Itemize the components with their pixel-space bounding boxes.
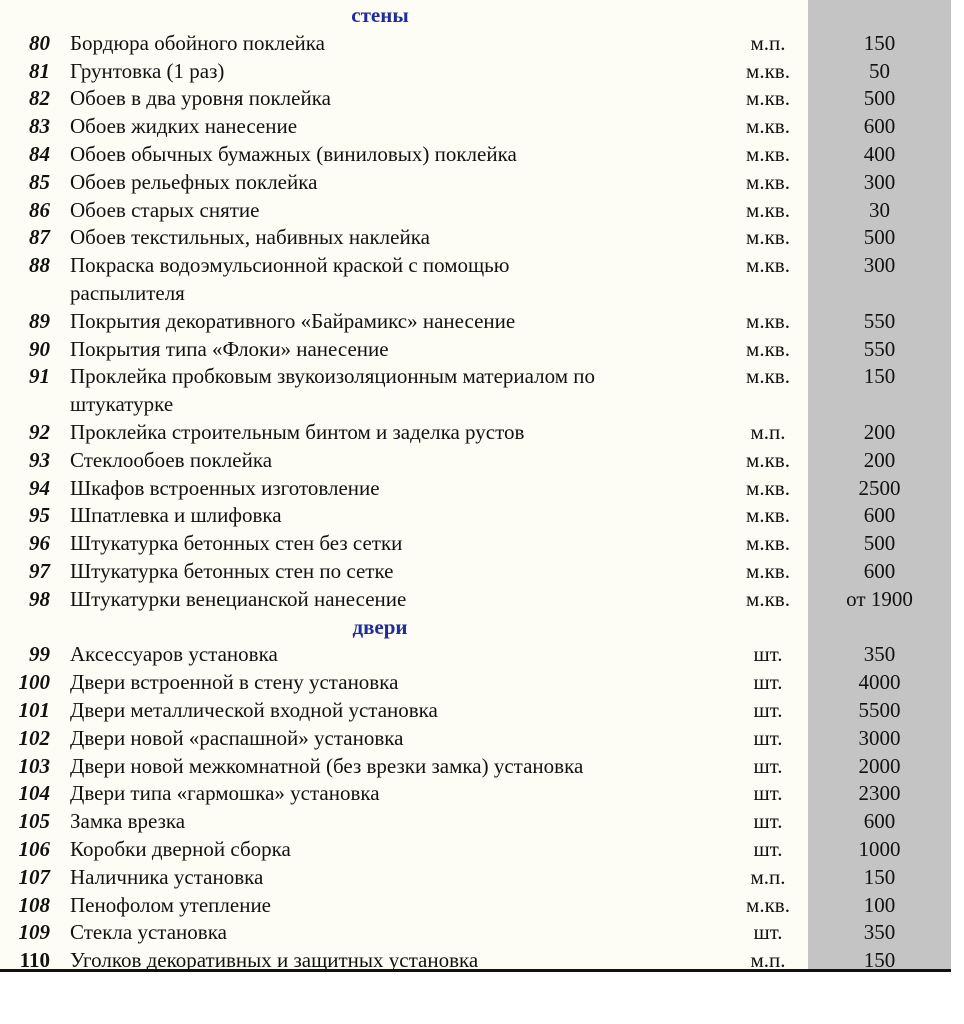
row-price: 4000: [858, 670, 901, 695]
table-row: [0, 419, 951, 447]
table-row: [0, 169, 951, 197]
row-name: Бордюра обойного поклейка: [70, 30, 325, 55]
row-name: Коробки дверной сборка: [70, 837, 291, 861]
table-row: [0, 558, 951, 586]
row-unit: м.кв.: [746, 364, 790, 389]
row-name: штукатурке: [70, 392, 174, 417]
row-name: Пенофолом утепление: [70, 892, 272, 917]
row-price: 2500: [858, 475, 901, 500]
row-price: 2000: [858, 753, 901, 778]
row-unit: м.п.: [750, 864, 786, 889]
row-number: 94: [29, 475, 50, 500]
row-name: распылителя: [70, 280, 185, 305]
row-price: 200: [863, 420, 896, 444]
row-number: 90: [29, 336, 50, 361]
row-price: 600: [863, 503, 896, 528]
row-unit: м.кв.: [746, 475, 790, 500]
row-number: 99: [29, 642, 50, 667]
row-number: 96: [29, 531, 50, 556]
table-row: [0, 697, 951, 725]
section-title: двери: [352, 614, 408, 639]
row-number: 89: [29, 308, 50, 333]
row-number: 103: [18, 753, 50, 778]
row-price: 150: [863, 30, 896, 55]
row-unit: м.кв.: [746, 586, 790, 611]
row-unit: шт.: [753, 920, 783, 945]
row-unit: м.п.: [750, 420, 786, 444]
row-name: Штукатурка бетонных стен без сетки: [70, 531, 403, 556]
row-price: 500: [863, 86, 896, 111]
row-number: 81: [29, 58, 50, 83]
row-unit: м.кв.: [746, 197, 790, 222]
table-row: [0, 864, 951, 892]
row-name: Покраска водоэмульсионной краской с помощью: [70, 253, 510, 278]
row-name: Обоев текстильных, набивных наклейка: [70, 225, 430, 250]
row-price: 300: [863, 169, 896, 194]
section-title: стены: [351, 3, 409, 27]
row-price: 500: [863, 531, 896, 556]
row-unit: м.кв.: [746, 86, 790, 111]
table-row: [0, 141, 951, 169]
table-row: [0, 224, 951, 252]
row-number: 100: [18, 670, 50, 695]
row-number: 88: [29, 253, 50, 278]
row-name: Аксессуаров установка: [70, 642, 278, 667]
row-unit: шт.: [753, 698, 783, 722]
row-number: 101: [18, 698, 50, 722]
row-name: Стеклообоев поклейка: [70, 447, 273, 472]
row-price: 500: [863, 225, 896, 250]
row-price: 3000: [858, 725, 901, 750]
row-unit: шт.: [753, 670, 783, 695]
row-price: 5500: [858, 698, 901, 722]
row-unit: шт.: [753, 809, 783, 834]
row-name: Двери новой «распашной» установка: [70, 725, 404, 750]
row-unit: м.кв.: [746, 447, 790, 472]
row-price: 600: [863, 559, 896, 583]
row-number: 85: [29, 169, 50, 194]
row-name: Покрытия типа «Флоки» нанесение: [70, 336, 389, 361]
row-name: Двери металлической входной установка: [70, 698, 438, 722]
row-number: 97: [29, 559, 50, 583]
row-unit: шт.: [753, 781, 783, 806]
row-name: Штукатурки венецианской нанесение: [70, 586, 407, 611]
row-number: 87: [29, 225, 50, 250]
row-price: 2300: [858, 781, 901, 806]
row-price: 150: [863, 948, 896, 973]
row-price: 1000: [858, 837, 901, 861]
row-name: Обоев старых снятие: [70, 197, 260, 222]
table-row: [0, 669, 951, 697]
table-row: [0, 641, 951, 669]
table-row: [0, 947, 951, 975]
row-name: Штукатурка бетонных стен по сетке: [70, 559, 394, 583]
row-price: 550: [863, 308, 896, 333]
row-name: Грунтовка (1 раз): [70, 58, 225, 83]
row-unit: м.кв.: [746, 253, 790, 278]
table-row: [0, 502, 951, 530]
row-number: 91: [29, 364, 50, 389]
row-price: 300: [863, 253, 896, 278]
row-name: Двери встроенной в стену установка: [70, 670, 399, 695]
table-row: [0, 197, 951, 225]
row-price: от 1900: [846, 586, 913, 611]
row-name: Обоев жидких нанесение: [70, 114, 298, 139]
row-number: 93: [29, 447, 50, 472]
table-row: [0, 252, 951, 308]
row-price: 150: [863, 364, 896, 389]
row-unit: шт.: [753, 642, 783, 667]
row-unit: м.п.: [750, 948, 786, 973]
row-name: Обоев в два уровня поклейка: [70, 86, 331, 111]
row-name: Покрытия декоративного «Байрамикс» нанесение: [70, 308, 516, 333]
row-name: Обоев обычных бумажных (виниловых) поклейка: [70, 142, 517, 166]
row-price: 600: [863, 809, 896, 834]
row-name: Двери новой межкомнатной (без врезки замка) установка: [70, 753, 584, 778]
row-name: Замка врезка: [70, 809, 186, 834]
row-price: 550: [863, 336, 896, 361]
row-price: 350: [863, 642, 896, 667]
table-row: [0, 363, 951, 419]
row-number: 105: [18, 809, 50, 834]
row-number: 102: [18, 725, 50, 750]
row-number: 80: [29, 30, 50, 55]
row-price: 50: [869, 58, 890, 83]
row-name: Шкафов встроенных изготовление: [70, 475, 380, 500]
table-row: [0, 753, 951, 781]
row-unit: шт.: [753, 753, 783, 778]
row-price: 100: [863, 892, 896, 917]
table-row: [0, 530, 951, 558]
row-unit: м.кв.: [746, 336, 790, 361]
table-row: [0, 892, 951, 920]
row-name: Шпатлевка и шлифовка: [70, 503, 282, 528]
row-price: 350: [863, 920, 896, 945]
row-unit: м.кв.: [746, 308, 790, 333]
table-row: [0, 113, 951, 141]
row-price: 30: [869, 197, 890, 222]
row-unit: м.кв.: [746, 142, 790, 166]
row-name: Проклейка пробковым звукоизоляционным материалом по: [70, 364, 596, 389]
row-unit: шт.: [753, 837, 783, 861]
row-number: 83: [29, 114, 50, 139]
table-row: [0, 836, 951, 864]
row-number: 92: [29, 420, 50, 444]
row-unit: м.кв.: [746, 114, 790, 139]
row-price: 600: [863, 114, 896, 139]
table-row: [0, 475, 951, 503]
row-number: 95: [29, 503, 50, 528]
row-name: Уголков декоративных и защитных установка: [70, 948, 479, 973]
row-number: 108: [18, 892, 50, 917]
row-number: 107: [18, 864, 50, 889]
row-number: 109: [18, 920, 50, 945]
table-row: [0, 780, 951, 808]
row-number: 110: [19, 948, 50, 973]
table-row: [0, 58, 951, 86]
row-number: 82: [29, 86, 50, 111]
row-number: 86: [29, 197, 50, 222]
row-name: Наличника установка: [70, 864, 264, 889]
row-name: Проклейка строительным бинтом и заделка рустов: [70, 420, 525, 444]
table-row: [0, 808, 951, 836]
row-unit: м.кв.: [746, 225, 790, 250]
table-row: [0, 725, 951, 753]
row-number: 104: [18, 781, 50, 806]
row-number: 106: [18, 837, 50, 861]
row-unit: м.кв.: [746, 559, 790, 583]
row-unit: м.кв.: [746, 503, 790, 528]
row-name: Двери типа «гармошка» установка: [70, 781, 380, 806]
table-row: [0, 586, 951, 614]
row-unit: шт.: [753, 725, 783, 750]
row-unit: м.кв.: [746, 169, 790, 194]
table-row: [0, 447, 951, 475]
table-row: [0, 919, 951, 947]
row-unit: м.кв.: [746, 531, 790, 556]
table-row: [0, 336, 951, 364]
row-price: 200: [863, 447, 896, 472]
row-unit: м.кв.: [746, 58, 790, 83]
row-name: Стекла установка: [70, 920, 227, 945]
row-number: 98: [29, 586, 50, 611]
row-unit: м.п.: [750, 30, 786, 55]
row-name: Обоев рельефных поклейка: [70, 169, 318, 194]
table-row: [0, 85, 951, 113]
row-unit: м.кв.: [746, 892, 790, 917]
row-number: 84: [29, 142, 50, 166]
row-price: 400: [863, 142, 896, 166]
table-row: [0, 30, 951, 58]
table-row: [0, 308, 951, 336]
row-price: 150: [863, 864, 896, 889]
